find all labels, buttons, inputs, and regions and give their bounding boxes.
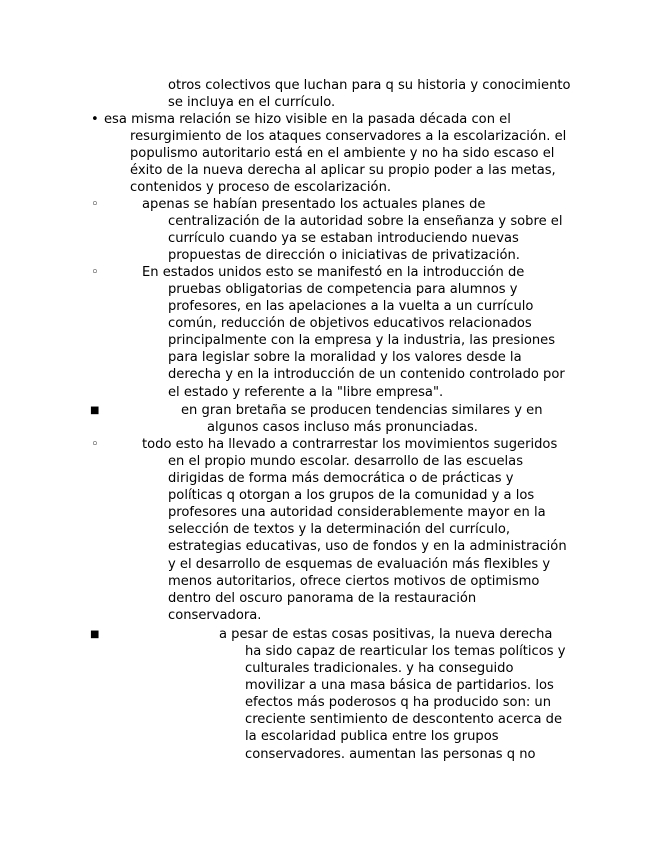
list-item	[168, 77, 571, 111]
text-line: currículo cuando ya se estaban introduciendo nuevas	[168, 231, 519, 247]
text-line: propuestas de dirección o iniciativas de privatización.	[168, 248, 520, 264]
text-line: otros colectivos que luchan para q su historia y conocimiento	[168, 78, 571, 93]
text-line: a pesar de estas cosas positivas, la nueva derecha	[219, 627, 553, 642]
text-line: En estados unidos esto se manifestó en la introducción de	[142, 265, 525, 280]
list-item	[142, 196, 485, 213]
text-line: dentro del oscuro panorama de la restauración	[168, 590, 477, 606]
text-line: algunos casos incluso más pronunciadas.	[207, 420, 478, 435]
list-item	[104, 111, 511, 128]
list-item-continuation	[245, 643, 565, 763]
text-line: dirigidas de forma más democrática o de prácticas y	[168, 471, 514, 487]
circle-bullet-marker: ◦	[91, 197, 99, 212]
text-line: principalmente con la empresa y la industria, las presiones	[168, 333, 556, 349]
text-line: y el desarrollo de esquemas de evaluación más flexibles y	[168, 556, 551, 572]
text-line: en el propio mundo escolar. desarrollo de las escuelas	[168, 454, 524, 469]
text-line: políticas q otorgan a los grupos de la comunidad y a los	[168, 488, 535, 504]
list-item-continuation	[168, 453, 567, 624]
text-line: conservadora.	[168, 607, 262, 623]
text-line: culturales tradicionales. y ha conseguido	[245, 661, 514, 677]
list-item-continuation	[168, 213, 562, 264]
text-line: para legislar sobre la moralidad y los valores desde la	[168, 350, 522, 366]
text-line: en gran bretaña se producen tendencias similares y en	[181, 403, 543, 418]
text-line: selección de textos y la determinación del currículo,	[168, 522, 511, 538]
text-line: todo esto ha llevado a contrarrestar los movimientos sugeridos	[142, 437, 558, 452]
list-item	[142, 264, 524, 281]
circle-bullet-marker: ◦	[91, 437, 99, 452]
square-bullet-marker: ■	[90, 629, 100, 640]
text-line: pruebas obligatorias de competencia para alumnos y	[168, 282, 518, 297]
text-line: apenas se habían presentado los actuales planes de	[142, 197, 486, 212]
text-line: populismo autoritario está en el ambiente y no ha sido escaso el	[130, 146, 555, 162]
list-item-continuation	[168, 281, 565, 401]
text-line: creciente sentimiento de descontento acerca de	[245, 712, 563, 728]
text-line: profesores una autoridad considerablemente mayor en la	[168, 505, 546, 521]
text-line: éxito de la nueva derecha al aplicar su propio poder a las metas,	[130, 163, 556, 179]
list-item	[142, 436, 557, 453]
circle-bullet-marker: ◦	[91, 265, 99, 280]
list-item-continuation	[207, 419, 478, 436]
list-item	[181, 402, 543, 419]
bullet-marker: •	[91, 112, 99, 127]
text-line: común, reducción de objetivos educativos relacionados	[168, 316, 532, 332]
text-line: esa misma relación se hizo visible en la pasada década con el	[104, 112, 511, 127]
text-line: conservadores. aumentan las personas q no	[245, 746, 536, 762]
text-line: efectos más poderosos q ha producido son: un	[245, 695, 552, 711]
text-line: estrategias educativas, uso de fondos y en la administración	[168, 539, 567, 555]
text-line: menos autoritarios, ofrece ciertos motivos de optimismo	[168, 573, 540, 589]
text-line: movilizar a una masa básica de partidarios. los	[245, 678, 554, 694]
text-line: derecha y en la introducción de un contenido controlado por	[168, 367, 565, 383]
text-line: ha sido capaz de rearticular los temas políticos y	[245, 644, 566, 659]
text-line: resurgimiento de los ataques conservadores a la escolarización. el	[130, 129, 567, 144]
text-line: profesores, en las apelaciones a la vuelta a un currículo	[168, 299, 534, 315]
text-line: el estado y referente a la "libre empresa".	[168, 384, 444, 400]
text-line: contenidos y proceso de escolarización.	[130, 180, 392, 196]
text-line: la escolaridad publica entre los grupos	[245, 729, 499, 745]
list-item-continuation	[130, 128, 566, 196]
text-line: se incluya en el currículo.	[168, 95, 336, 111]
text-line: centralización de la autoridad sobre la enseñanza y sobre el	[168, 214, 563, 229]
list-item	[219, 626, 552, 643]
square-bullet-marker: ■	[90, 405, 100, 416]
